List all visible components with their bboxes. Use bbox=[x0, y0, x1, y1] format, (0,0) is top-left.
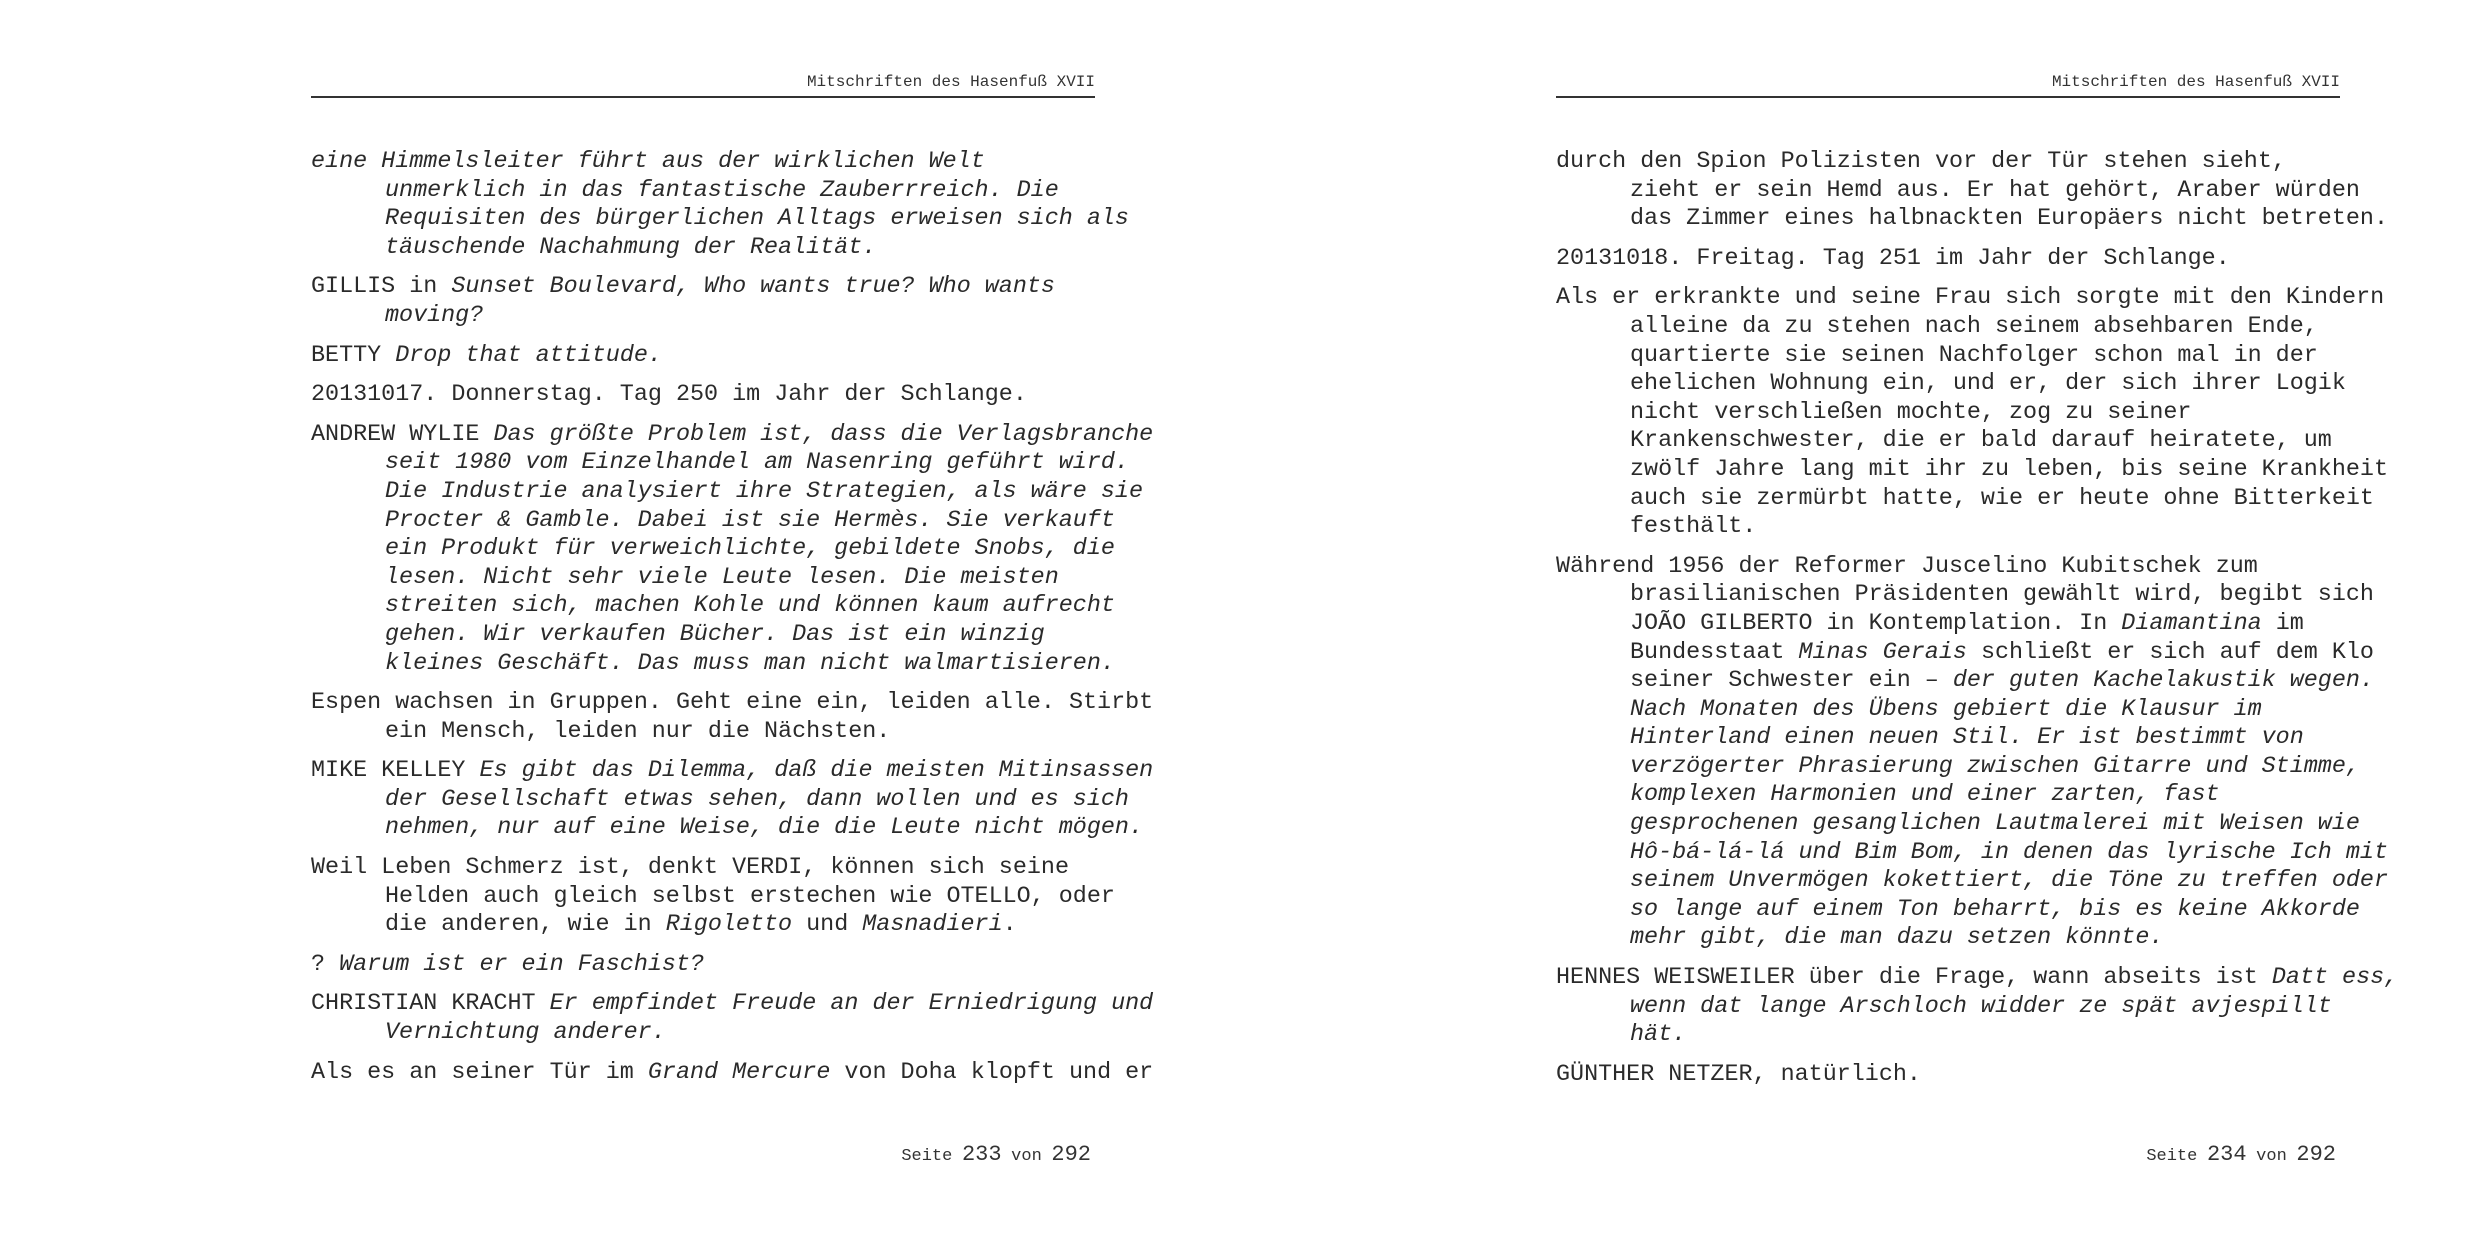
text-run: quartierte sie seinen Nachfolger schon mal in der bbox=[1630, 342, 2318, 369]
text-run: seinem Unvermögen kokettiert, die Töne zu treffen oder bbox=[1630, 868, 2388, 895]
text-run: Krankenschwester, die er bald darauf heiratete, um bbox=[1630, 428, 2332, 455]
paragraph bbox=[311, 1059, 1154, 1088]
text-run: ? bbox=[311, 951, 340, 978]
text-run: ein Mensch, leiden nur die Nächsten. bbox=[385, 718, 891, 745]
text-run: verzögerter Phrasierung zwischen Gitarre und Stimme, bbox=[1630, 753, 2360, 780]
text-run: seiner Schwester ein – bbox=[1630, 668, 1953, 695]
text-run: nehmen, nur auf eine Weise, die die Leute nicht mögen. bbox=[385, 815, 1143, 842]
text-run: kleines Geschäft. Das muss man nicht walmartisieren. bbox=[385, 650, 1115, 677]
left-page bbox=[311, 0, 1154, 1240]
footer-word-of: von bbox=[1011, 1147, 1042, 1166]
text-run: von Doha klopft und er bbox=[830, 1059, 1154, 1086]
text-run: ANDREW WYLIE bbox=[311, 421, 494, 448]
text-run: mehr gibt, die man dazu setzen könnte. bbox=[1630, 925, 2164, 952]
text-run: Grand Mercure bbox=[647, 1059, 831, 1086]
text-run: alleine da zu stehen nach seinem absehbaren Ende, bbox=[1630, 313, 2318, 340]
paragraph bbox=[311, 990, 1154, 1047]
text-run: Sunset Boulevard, Who wants true? Who wants bbox=[451, 274, 1055, 301]
text-run: Minas Gerais bbox=[1798, 639, 1967, 666]
text-run: der Gesellschaft etwas sehen, dann wollen und es sich bbox=[385, 786, 1129, 813]
text-run: zwölf Jahre lang mit ihr zu leben, bis seine Krankheit bbox=[1630, 456, 2388, 483]
paragraph bbox=[1556, 1061, 2340, 1090]
text-run: ehelichen Wohnung ein, und er, der sich ihrer Logik bbox=[1630, 371, 2346, 398]
text-run: brasilianischen Präsidenten gewählt wird, begibt sich bbox=[1630, 582, 2374, 609]
text-run: HENNES WEISWEILER über die Frage, wann abseits ist bbox=[1556, 965, 2272, 992]
text-run: Weil Leben Schmerz ist, denkt VERDI, können sich seine bbox=[311, 855, 1069, 882]
text-run: streiten sich, machen Kohle und können kaum aufrecht bbox=[385, 593, 1115, 620]
text-run: täuschende Nachahmung der Realität. bbox=[385, 234, 877, 261]
text-run: MIKE KELLEY bbox=[311, 758, 480, 785]
paragraph bbox=[1556, 245, 2340, 274]
text-run: komplexen Harmonien und einer zarten, fast bbox=[1630, 782, 2220, 809]
text-run: auch sie zermürbt hatte, wie er heute ohne Bitterkeit bbox=[1630, 485, 2374, 512]
footer-word-of: von bbox=[2256, 1147, 2287, 1166]
text-run: unmerklich in das fantastische Zauberrreich. Die bbox=[385, 177, 1059, 204]
paragraph bbox=[311, 689, 1154, 746]
text-run: eine Himmelsleiter führt aus der wirklichen Welt bbox=[311, 149, 985, 175]
text-run: Masnadieri bbox=[862, 912, 1003, 939]
text-run: der guten Kachelakustik wegen. bbox=[1952, 668, 2374, 695]
text-run: hät. bbox=[1630, 1022, 1687, 1049]
text-run: CHRISTIAN KRACHT bbox=[311, 991, 550, 1018]
page-footer bbox=[311, 1142, 1091, 1167]
paragraph bbox=[1556, 148, 2388, 234]
text-run: nicht verschließen mochte, zog zu seiner bbox=[1630, 399, 2192, 426]
paragraph bbox=[311, 757, 1154, 843]
text-run: Als es an seiner Tür im bbox=[311, 1059, 648, 1086]
header-rule bbox=[311, 96, 1095, 98]
text-run: Espen wachsen in Gruppen. Geht eine ein, leiden alle. Stirbt bbox=[311, 690, 1154, 717]
text-run: Datt ess, bbox=[2271, 965, 2399, 992]
text-run: Als er erkrankte und seine Frau sich sorgte mit den Kindern bbox=[1556, 285, 2385, 312]
footer-page-total: 292 bbox=[2296, 1142, 2336, 1167]
paragraph bbox=[311, 951, 1095, 980]
running-head: Mitschriften des Hasenfuß XVII bbox=[806, 73, 1095, 91]
footer-word-page: Seite bbox=[2146, 1147, 2198, 1166]
text-run: so lange auf einem Ton beharrt, bis es keine Akkorde bbox=[1630, 896, 2360, 923]
text-run: Die Industrie analysiert ihre Strategien, als wäre sie bbox=[385, 478, 1143, 505]
text-run: Rigoletto bbox=[665, 912, 793, 939]
text-run: Während 1956 der Reformer Juscelino Kubitschek zum bbox=[1556, 553, 2258, 580]
text-run: Nach Monaten des Übens gebiert die Klausur im bbox=[1630, 696, 2262, 723]
right-page bbox=[1556, 0, 2399, 1240]
footer-word-page: Seite bbox=[901, 1147, 953, 1166]
page-body bbox=[311, 148, 1154, 1098]
text-run: 20131018. Freitag. Tag 251 im Jahr der Schlange. bbox=[1556, 245, 2230, 272]
text-run: Das größte Problem ist, dass die Verlagsbranche bbox=[493, 421, 1154, 448]
text-run: Procter & Gamble. Dabei ist sie Hermès. Sie verkauft bbox=[385, 507, 1115, 534]
text-run: im bbox=[2261, 610, 2304, 637]
text-run: zieht er sein Hemd aus. Er hat gehört, Araber würden bbox=[1630, 177, 2360, 204]
paragraph bbox=[1556, 284, 2388, 541]
text-run: Es gibt das Dilemma, daß die meisten Mitinsassen bbox=[479, 758, 1154, 785]
text-run: Helden auch gleich selbst erstechen wie OTELLO, oder bbox=[385, 883, 1115, 910]
footer-page-number: 234 bbox=[2206, 1142, 2247, 1167]
footer-page-number: 233 bbox=[961, 1142, 1002, 1167]
paragraph bbox=[311, 421, 1154, 678]
paragraph bbox=[311, 854, 1115, 940]
text-run: Drop that attitude. bbox=[395, 342, 662, 369]
text-run: gehen. Wir verkaufen Bücher. Das ist ein winzig bbox=[385, 621, 1045, 648]
text-run: Warum ist er ein Faschist? bbox=[339, 951, 705, 978]
text-run: und bbox=[792, 912, 863, 939]
text-run: Er empfindet Freude an der Erniedrigung und bbox=[549, 991, 1154, 1018]
text-run: seit 1980 vom Einzelhandel am Nasenring geführt wird. bbox=[385, 450, 1129, 477]
paragraph bbox=[1556, 964, 2399, 1050]
text-run: das Zimmer eines halbnackten Europäers nicht betreten. bbox=[1630, 206, 2388, 233]
text-run: moving? bbox=[385, 302, 484, 329]
text-run: Hô-bá-lá-lá und Bim Bom, in denen das lyrische Ich mit bbox=[1630, 839, 2388, 866]
text-run: GILLIS in bbox=[311, 274, 452, 301]
text-run: durch den Spion Polizisten vor der Tür stehen sieht, bbox=[1556, 149, 2286, 175]
paragraph bbox=[311, 381, 1095, 410]
header-rule bbox=[1556, 96, 2340, 98]
text-run: Diamantina bbox=[2121, 610, 2262, 637]
text-run: 20131017. Donnerstag. Tag 250 im Jahr der Schlange. bbox=[311, 382, 1027, 409]
paragraph bbox=[311, 342, 1095, 371]
text-run: gesprochenen gesanglichen Lautmalerei mit Weisen wie bbox=[1630, 811, 2360, 838]
footer-page-total: 292 bbox=[1051, 1142, 1091, 1167]
page-footer bbox=[1556, 1142, 2336, 1167]
text-run: wenn dat lange Arschloch widder ze spät avjespillt bbox=[1630, 993, 2332, 1020]
text-run: die anderen, wie in bbox=[385, 912, 666, 939]
paragraph bbox=[311, 273, 1095, 330]
text-run: Requisiten des bürgerlichen Alltags erweisen sich als bbox=[385, 206, 1129, 233]
paragraph bbox=[1556, 553, 2388, 953]
paragraph bbox=[311, 148, 1129, 262]
text-run: ein Produkt für verweichlichte, gebildete Snobs, die bbox=[385, 536, 1115, 563]
text-run: JOÃO GILBERTO in Kontemplation. In bbox=[1630, 610, 2122, 637]
page-body bbox=[1556, 148, 2399, 1100]
text-run: . bbox=[1002, 912, 1017, 939]
text-run: Vernichtung anderer. bbox=[385, 1020, 666, 1047]
text-run: GÜNTHER NETZER, natürlich. bbox=[1556, 1061, 1921, 1088]
text-run: schließt er sich auf dem Klo bbox=[1966, 639, 2374, 666]
text-run: festhält. bbox=[1630, 514, 1757, 541]
text-run: BETTY bbox=[311, 342, 396, 369]
text-run: Hinterland einen neuen Stil. Er ist bestimmt von bbox=[1630, 725, 2304, 752]
text-run: lesen. Nicht sehr viele Leute lesen. Die meisten bbox=[385, 564, 1059, 591]
text-run: Bundesstaat bbox=[1630, 639, 1799, 666]
running-head: Mitschriften des Hasenfuß XVII bbox=[2051, 73, 2340, 91]
